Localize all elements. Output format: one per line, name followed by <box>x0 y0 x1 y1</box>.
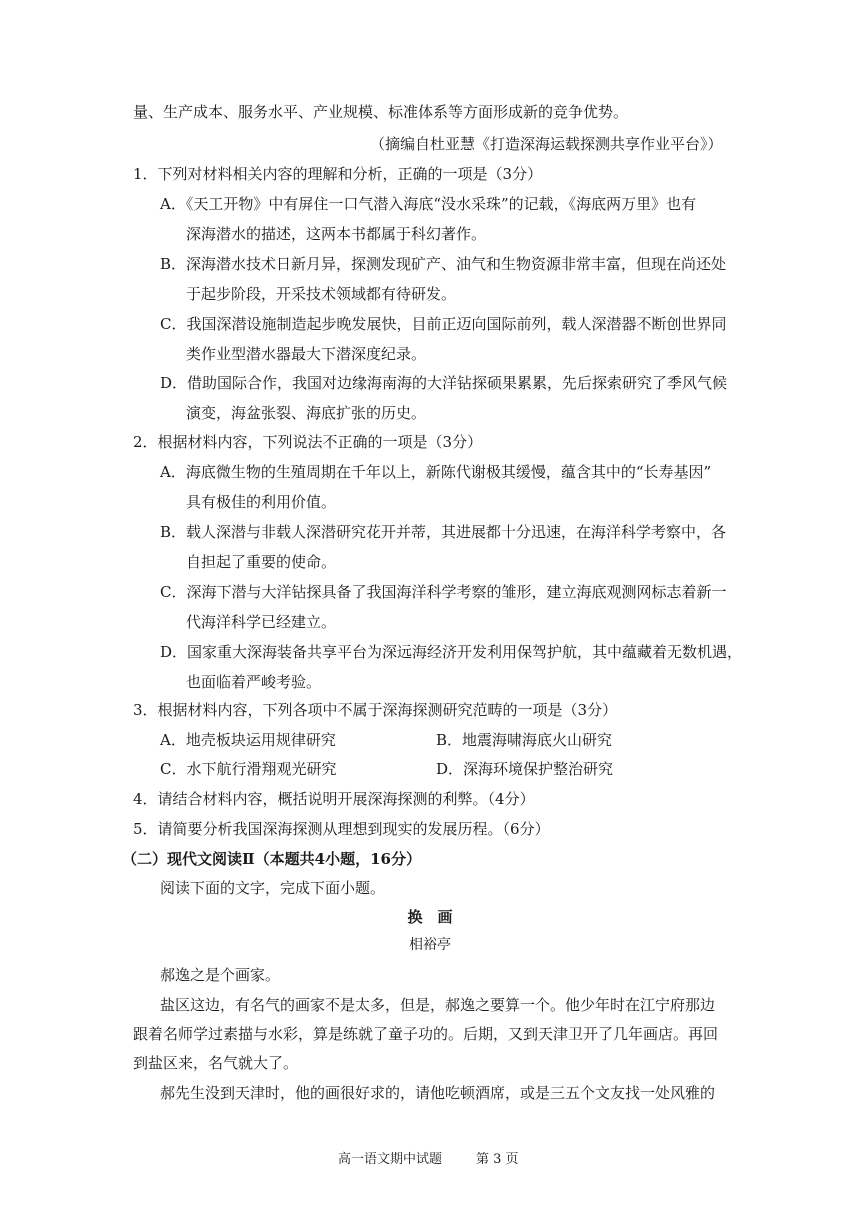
story-paragraph-3-line1: 郝先生没到天津时，他的画很好求的，请他吃顿酒席，或是三五个文友找一处风雅的 <box>160 1084 716 1102</box>
q3-option-a: A．地壳板块运用规律研究 <box>160 731 336 749</box>
q1-option-b-line1: B．深海潜水技术日新月异，探测发现矿产、油气和生物资源非常丰富，但现在尚还处 <box>160 255 727 273</box>
story-paragraph-2-line2: 跟着名师学过素描与水彩，算是练就了童子功的。后期，又到天津卫开了几年画店。再回 <box>133 1025 719 1043</box>
question-3-stem: 3．根据材料内容，下列各项中不属于深海探测研究范畴的一项是（3分） <box>133 701 618 719</box>
story-paragraph-1: 郝逸之是个画家。 <box>160 966 281 984</box>
source-citation: （摘编自杜亚慧《打造深海运载探测共享作业平台》） <box>370 135 723 153</box>
q2-option-a-line2: 具有极佳的利用价值。 <box>186 493 337 511</box>
q1-option-c-line2: 类作业型潜水器最大下潜深度纪录。 <box>186 345 427 363</box>
q2-option-d-line2: 也面临着严峻考验。 <box>186 673 322 691</box>
story-author: 相裕亭 <box>409 937 451 953</box>
q2-option-c-line1: C．深海下潜与大洋钻探具备了我国海洋科学考察的雏形，建立海底观测网标志着新一 <box>160 583 727 601</box>
q1-option-c-line1: C．我国深潜设施制造起步晚发展快，目前正迈向国际前列，载人深潜器不断创世界同 <box>160 315 727 333</box>
q2-option-d-line1: D．国家重大深海装备共享平台为深远海经济开发利用保驾护航，其中蕴藏着无数机遇， <box>160 643 743 661</box>
story-paragraph-2-line3: 到盐区来，名气就大了。 <box>133 1054 299 1072</box>
footer-page-number: 第 3 页 <box>476 1152 519 1167</box>
q1-option-a-line1: A．《天工开物》中有屏住一口气潜入海底“没水采珠”的记载，《海底两万里》也有 <box>160 195 697 213</box>
q2-option-a-line1: A．海底微生物的生殖周期在千年以上，新陈代谢极其缓慢，蕴含其中的“长寿基因” <box>160 463 712 481</box>
q3-option-b: B．地震海啸海底火山研究 <box>436 731 613 749</box>
story-paragraph-2-line1: 盐区这边，有名气的画家不是太多，但是，郝逸之要算一个。他少年时在江宁府那边 <box>160 996 716 1014</box>
q2-option-b-line1: B．载人深潜与非载人深潜研究花开并蒂，其进展都十分迅速，在海洋科学考察中，各 <box>160 523 727 541</box>
story-title: 换 画 <box>407 908 453 926</box>
q2-option-b-line2: 自担起了重要的使命。 <box>186 553 337 571</box>
question-2-stem: 2．根据材料内容，下列说法不正确的一项是（3分） <box>133 433 483 451</box>
section-2-heading: （二）现代文阅读Ⅱ（本题共4小题，16分） <box>122 850 421 868</box>
q1-option-d-line2: 演变，海盆张裂、海底扩张的历史。 <box>186 404 427 422</box>
q3-option-c: C．水下航行滑翔观光研究 <box>160 760 337 778</box>
q1-option-d-line1: D．借助国际合作，我国对边缘海南海的大洋钻探硕果累累，先后探索研究了季风气候 <box>160 374 728 392</box>
section-2-instruction: 阅读下面的文字，完成下面小题。 <box>160 879 386 897</box>
question-5-stem: 5．请简要分析我国深海探测从理想到现实的发展历程。（6分） <box>133 820 550 838</box>
q1-option-a-line2: 深海潜水的描述，这两本书都属于科幻著作。 <box>186 225 487 243</box>
question-4-stem: 4．请结合材料内容，概括说明开展深海探测的利弊。（4分） <box>133 790 535 808</box>
q2-option-c-line2: 代海洋科学已经建立。 <box>186 613 337 631</box>
q1-option-b-line2: 于起步阶段，开采技术领域都有待研发。 <box>186 285 457 303</box>
q3-option-d: D．深海环境保护整治研究 <box>436 760 614 778</box>
continuation-line: 量、生产成本、服务水平、产业规模、标准体系等方面形成新的竞争优势。 <box>133 103 629 121</box>
footer-exam-title: 高一语文期中试题 <box>338 1152 443 1167</box>
question-1-stem: 1．下列对材料相关内容的理解和分析，正确的一项是（3分） <box>133 165 543 183</box>
